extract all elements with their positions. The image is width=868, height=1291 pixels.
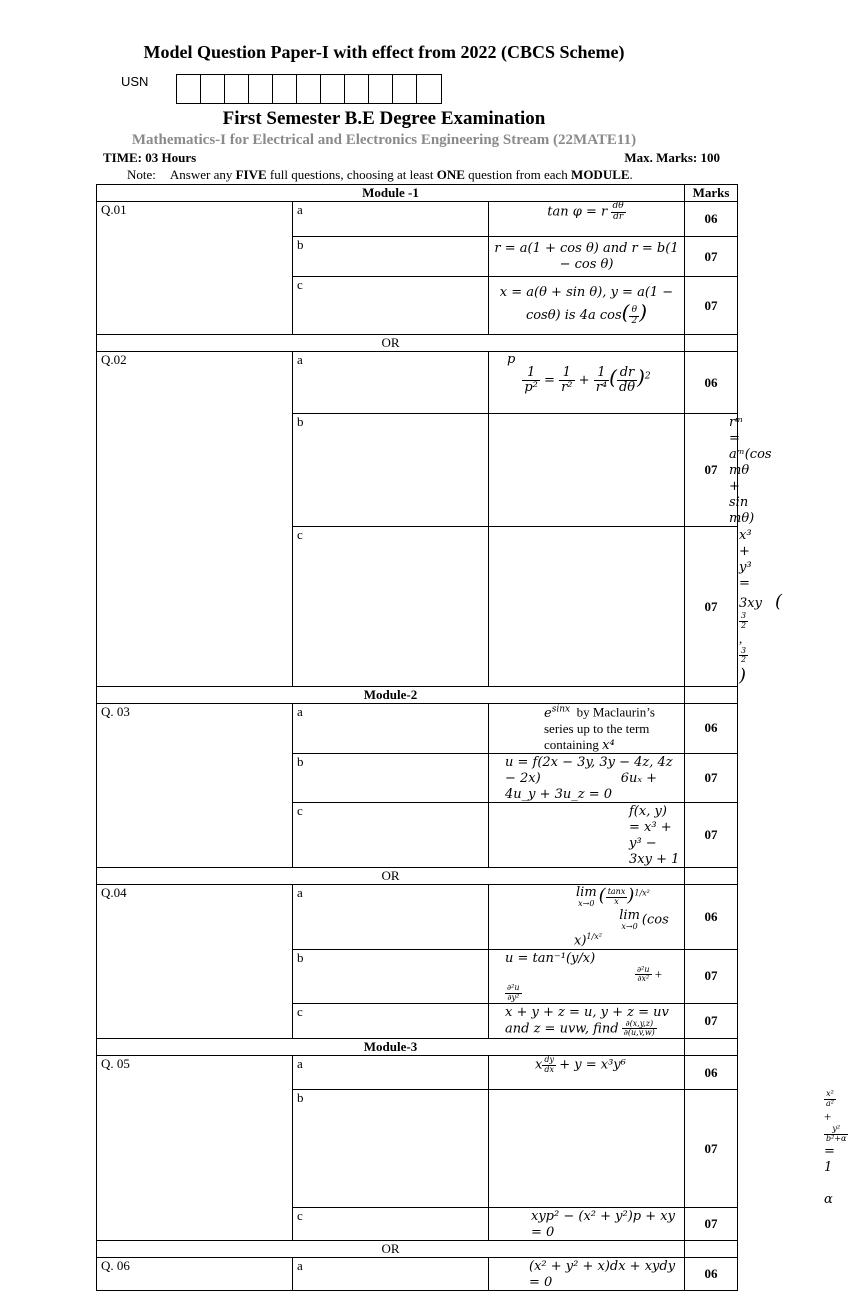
- table-row: [97, 352, 738, 414]
- or-row: [97, 867, 738, 884]
- formula: r = a(1 + cos θ) and r = b(1 − cos θ): [494, 241, 679, 272]
- or-row: [97, 1241, 738, 1258]
- time-label: TIME: 03 Hours: [103, 150, 197, 165]
- marks-value: 06: [685, 1258, 738, 1291]
- part-label: b: [293, 949, 489, 1003]
- marks-value: 07: [685, 414, 738, 527]
- part-label: c: [293, 1208, 489, 1241]
- formula: f(x, y) = x³ + y³ − 3xy + 1: [629, 803, 680, 867]
- usn-label: USN: [121, 74, 149, 89]
- question-number: Q.01: [97, 202, 293, 335]
- question-text: u = tan⁻¹(y/x) $\frac{\text{∂²u}}{\text{∂x²}}$ + $\frac{\text{∂²u}}{\text{∂y²}}$: [489, 949, 685, 1003]
- table-row: [97, 704, 738, 753]
- question-text: lim x→0 ( $\frac{\tan x}{x}$ )$^{1/x^2}$ lim x→0 (cos x)$^{1/x^2}$: [489, 884, 685, 949]
- question-text: tan φ = r $\frac{d\theta}{dr}$: [489, 202, 685, 237]
- formula: (x² + y² + x)dx + xydy = 0: [529, 1259, 676, 1291]
- empty-cell: [685, 867, 738, 884]
- part-label: c: [293, 1003, 489, 1039]
- part-label: a: [293, 202, 489, 237]
- part-label: c: [293, 277, 489, 335]
- table-row: [97, 1056, 738, 1090]
- marks-value: 06: [685, 884, 738, 949]
- note-one: ONE: [436, 167, 465, 182]
- question-text: [489, 1208, 685, 1241]
- exam-title: First Semester B.E Degree Examination: [222, 108, 546, 129]
- marks-value: 06: [685, 352, 738, 414]
- usn-box: [225, 75, 249, 103]
- or-label: OR: [97, 867, 685, 884]
- module-title: Module-2: [97, 687, 685, 704]
- question-number: Q. 05: [97, 1056, 293, 1241]
- question-text: [489, 237, 685, 277]
- formula: $\frac{1}{\text{p²}}$ = $\frac{1}{\text{r²}}$ + $\frac{1}{\text{r⁴}}$ ( $\frac{dr}{d\theta}$ )$^2$: [524, 364, 651, 395]
- or-label: OR: [97, 1241, 685, 1258]
- module-title: Module-3: [97, 1039, 685, 1056]
- empty-cell: [685, 1241, 738, 1258]
- part-label: b: [293, 237, 489, 277]
- marks-value: 07: [685, 1090, 738, 1208]
- question-text: [489, 352, 685, 414]
- question-text: x = a(θ + sin θ), y = a(1 − cosθ) is 4a cos( $\frac{\theta}{2}$ ): [489, 277, 685, 335]
- note-text: .: [629, 167, 633, 182]
- note-five: FIVE: [235, 167, 267, 182]
- formula: 6uₓ + 4u_y + 3u_z = 0: [505, 770, 657, 802]
- question-text: [489, 1258, 685, 1291]
- note-label: Note:: [127, 167, 156, 182]
- part-label: a: [293, 1056, 489, 1090]
- table-row: [97, 884, 738, 949]
- question-number: Q. 06: [97, 1258, 293, 1291]
- marks-value: 06: [685, 202, 738, 237]
- usn-box: [249, 75, 273, 103]
- part-label: a: [293, 1258, 489, 1291]
- subject-line: Mathematics-I for Electrical and Electronics Engineering Stream (22MATE11): [131, 132, 637, 148]
- marks-value: 07: [685, 237, 738, 277]
- marks-value: 07: [685, 527, 738, 687]
- formula: p: [507, 352, 516, 367]
- usn-box: [417, 75, 441, 103]
- part-label: b: [293, 414, 489, 527]
- formula: u = tan⁻¹(y/x): [505, 950, 596, 966]
- or-row: [97, 335, 738, 352]
- note-text: Answer any: [169, 167, 236, 182]
- question-number: Q. 03: [97, 704, 293, 867]
- question-text: $e^{sinx}$ by Maclaurin’s series up to the term containing x⁴: [489, 704, 685, 753]
- part-label: a: [293, 884, 489, 949]
- question-number: Q.02: [97, 352, 293, 687]
- question-number: Q.04: [97, 884, 293, 1039]
- question-text: [489, 802, 685, 867]
- module-header-row: [97, 687, 738, 704]
- usn-box: [369, 75, 393, 103]
- note-line: [127, 167, 633, 183]
- marks-value: 07: [685, 1208, 738, 1241]
- max-marks-label: Max. Marks: 100: [624, 150, 720, 165]
- empty-cell: [685, 335, 738, 352]
- empty-cell: [685, 687, 738, 704]
- formula: x³ + y³ = 3xy: [739, 528, 762, 611]
- marks-value: 07: [685, 753, 738, 802]
- formula: xyp² − (x² + y²)p + xy = 0: [531, 1209, 675, 1241]
- module-header-row: [97, 185, 738, 202]
- question-table: [96, 184, 847, 1291]
- usn-box: [201, 75, 225, 103]
- note-text: question from each: [464, 167, 572, 182]
- question-text-part: by Maclaurin’s series up to the term containing: [544, 704, 655, 752]
- marks-value: 07: [685, 277, 738, 335]
- part-label: b: [293, 1090, 489, 1208]
- paper-title: Model Question Paper-I with effect from 2022 (CBCS Scheme): [143, 42, 625, 62]
- or-label: OR: [97, 335, 685, 352]
- formula: u = f(2x − 3y, 3y − 4z, 4z − 2x): [505, 754, 673, 786]
- usn-box: [393, 75, 417, 103]
- usn-box: [273, 75, 297, 103]
- formula: + y = x³y⁶: [559, 1057, 626, 1073]
- question-text: x $\frac{dy}{dx}$ + y = x³y⁶: [489, 1056, 685, 1090]
- table-row: [97, 202, 738, 237]
- usn-box: [177, 75, 201, 103]
- question-text: x + y + z = u, y + z = uv and z = uvw, find $\frac{\partial(x,y,z)}{\partial(u,v,w)}$: [489, 1003, 685, 1039]
- question-text: x³ + y³ = 3xy ( $\frac{3}{2}$ , $\frac{3}{2}$ ): [489, 527, 685, 687]
- part-label: b: [293, 753, 489, 802]
- table-row: [97, 1258, 738, 1291]
- empty-cell: [685, 1039, 738, 1056]
- part-label: a: [293, 352, 489, 414]
- formula: rᵐ = aᵐ(cos mθ + sin mθ): [729, 415, 772, 526]
- module-header-row: [97, 1039, 738, 1056]
- usn-box: [297, 75, 321, 103]
- part-label: c: [293, 527, 489, 687]
- note-module: MODULE: [571, 167, 630, 182]
- marks-value: 07: [685, 802, 738, 867]
- marks-value: 07: [685, 949, 738, 1003]
- usn-boxes: [176, 74, 442, 104]
- marks-value: 06: [685, 704, 738, 753]
- formula: α: [824, 1192, 833, 1208]
- question-text: $\frac{\text{x²}}{\text{a²}}$ + $\frac{\text{y²}}{\text{b²+α}}$ = 1α: [489, 1090, 685, 1208]
- usn-box: [321, 75, 345, 103]
- marks-header: Marks: [685, 185, 738, 202]
- formula: x = a(θ + sin θ), y = a(1 − cosθ) is 4a cos: [499, 285, 674, 324]
- formula: x + y + z = u, y + z = uv and z = uvw, find: [505, 1004, 669, 1036]
- note-text: full questions, choosing at least: [266, 167, 437, 182]
- marks-value: 06: [685, 1056, 738, 1090]
- marks-value: 07: [685, 1003, 738, 1039]
- module-title: Module -1: [97, 185, 685, 202]
- question-text: [489, 753, 685, 802]
- part-label: a: [293, 704, 489, 753]
- usn-box: [345, 75, 369, 103]
- part-label: c: [293, 802, 489, 867]
